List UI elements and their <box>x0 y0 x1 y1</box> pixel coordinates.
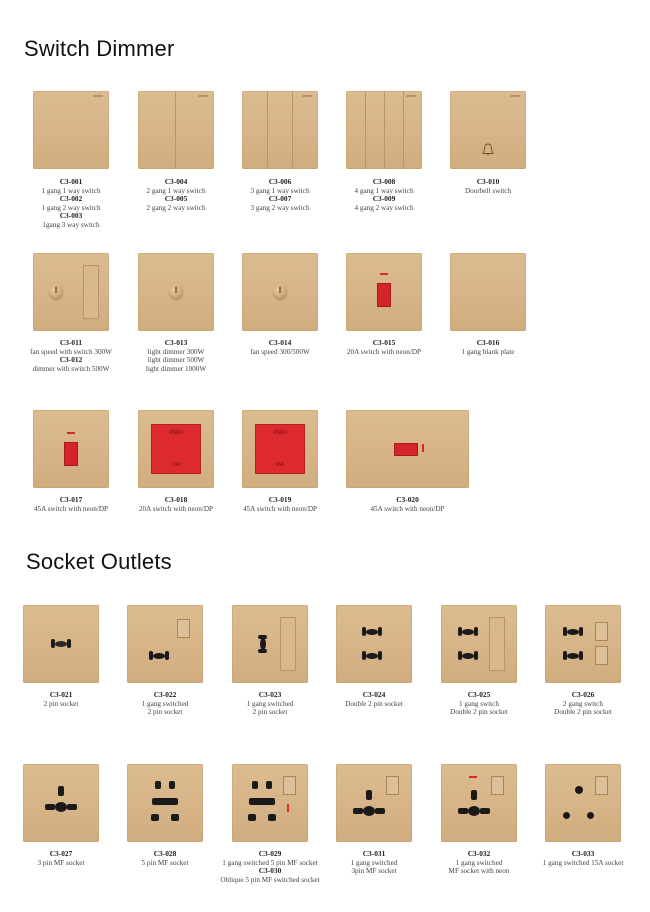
product-caption: C3-018 20A switch with neon/DP <box>138 495 214 513</box>
socket-pin-icon <box>171 814 179 821</box>
rocker-switch <box>83 265 99 319</box>
product-caption: C3-022 1 gang switched 2 pin socket <box>141 690 189 717</box>
doorbell-plate <box>450 91 526 169</box>
product-caption: C3-028 5 pin MF socket <box>141 849 189 867</box>
socket-pin-icon <box>474 627 478 636</box>
neon-indicator <box>469 776 477 778</box>
socket-pin-icon <box>268 814 276 821</box>
brand-mark <box>198 95 208 97</box>
socket-pin-icon <box>458 808 468 814</box>
45a-switch-plate <box>33 410 109 488</box>
brand-mark <box>510 95 520 97</box>
switched-15a-socket-plate <box>545 764 621 842</box>
socket-pin-icon <box>366 629 378 635</box>
socket-pin-icon <box>58 786 64 796</box>
socket-pin-icon <box>474 651 478 660</box>
product-caption: C3-019 45A switch with neon/DP <box>242 495 318 513</box>
product-caption: C3-006 3 gang 1 way switch C3-007 3 gang 2 way switch <box>250 177 310 212</box>
switched-2-pin-socket-plate <box>232 605 308 683</box>
socket-switch <box>491 776 504 795</box>
rocker-switch <box>489 617 505 671</box>
product-caption: C3-033 1 gang switched 15A socket <box>542 849 624 867</box>
product-caption: C3-013 light dimmer 300W light dimmer 500W light dimmer 1000W <box>145 338 207 373</box>
neon-indicator <box>422 444 424 452</box>
socket-switch <box>595 776 608 795</box>
switched-double-2-pin-socket-plate <box>441 605 517 683</box>
dimmer-knob-icon <box>273 285 287 299</box>
brand-mark <box>93 95 103 97</box>
blank-plate <box>450 253 526 331</box>
socket-pin-icon <box>152 798 178 805</box>
socket-pin-icon <box>353 808 363 814</box>
45a-large-switch-plate <box>242 410 318 488</box>
socket-pin-icon <box>266 781 272 789</box>
socket-pin-icon <box>563 812 570 819</box>
socket-pin-icon <box>67 639 71 648</box>
fan-speed-plate <box>242 253 318 331</box>
switched-2-pin-socket-plate <box>127 605 203 683</box>
switch-plate-2-gang <box>138 91 214 169</box>
neon-indicator <box>287 804 289 812</box>
product-caption: C3-004 2 gang 1 way switch C3-005 2 gang 2 way switch <box>146 177 206 212</box>
panel-top-label: 45000 <box>273 430 287 436</box>
panel-top-label: 45000 <box>169 430 183 436</box>
dimmer-knob-icon <box>49 285 63 299</box>
product-caption: C3-025 1 gang switch Double 2 pin socket <box>450 690 508 717</box>
product-caption: C3-017 45A switch with neon/DP <box>33 495 109 513</box>
socket-pin-icon <box>378 651 382 660</box>
bell-icon <box>482 143 494 157</box>
red-rocker-switch <box>377 283 391 307</box>
socket-switch <box>595 622 608 641</box>
2-gang-switched-double-socket-plate <box>545 605 621 683</box>
switch-plate-3-gang <box>242 91 318 169</box>
socket-pin-icon <box>67 804 77 810</box>
socket-pin-icon <box>155 781 161 789</box>
rocker-switch <box>280 617 296 671</box>
product-caption: C3-021 2 pin socket <box>43 690 79 708</box>
socket-pin-icon <box>471 790 477 800</box>
section-title-socket-outlets: Socket Outlets <box>26 549 172 574</box>
20a-switch-plate <box>346 253 422 331</box>
product-caption: C3-011 fan speed with switch 300W C3-012 dimmer with switch 500W <box>30 338 112 373</box>
socket-switch <box>386 776 399 795</box>
product-caption: C3-008 4 gang 1 way switch C3-009 4 gang 2 way switch <box>354 177 414 212</box>
red-switch-panel <box>151 424 201 474</box>
product-caption: C3-031 1 gang switched 3pin MF socket <box>350 849 398 876</box>
socket-pin-icon <box>248 814 256 821</box>
socket-pin-icon <box>260 638 266 650</box>
product-caption: C3-024 Double 2 pin socket <box>345 690 403 708</box>
socket-pin-icon <box>153 653 165 659</box>
socket-pin-icon <box>55 802 67 812</box>
socket-pin-icon <box>378 627 382 636</box>
socket-switch <box>177 619 190 638</box>
panel-rating-label: 20A <box>171 462 181 468</box>
socket-pin-icon <box>480 808 490 814</box>
product-caption: C3-032 1 gang switched MF socket with neon <box>448 849 510 876</box>
gang-divider <box>365 91 366 169</box>
gang-divider <box>267 91 268 169</box>
neon-indicator <box>67 432 75 434</box>
red-rocker-switch <box>64 442 78 466</box>
product-caption: C3-010 Doorbell switch <box>464 177 512 195</box>
red-switch-panel <box>255 424 305 474</box>
product-caption: C3-026 2 gang switch Double 2 pin socket <box>554 690 612 717</box>
socket-pin-icon <box>249 798 275 805</box>
socket-pin-icon <box>575 786 583 794</box>
product-caption: C3-001 1 gang 1 way switch C3-002 1 gang 2 way switch C3-003 1gang 3 way switch <box>41 177 101 229</box>
socket-pin-icon <box>366 653 378 659</box>
socket-pin-icon <box>567 653 579 659</box>
socket-switch <box>283 776 296 795</box>
section-title-switch-dimmer: Switch Dimmer <box>24 36 175 61</box>
socket-pin-icon <box>468 806 480 816</box>
product-caption: C3-015 20A switch with neon/DP <box>346 338 422 356</box>
socket-pin-icon <box>462 653 474 659</box>
fan-speed-switch-plate <box>33 253 109 331</box>
socket-pin-icon <box>587 812 594 819</box>
3-pin-mf-socket-plate <box>23 764 99 842</box>
socket-pin-icon <box>366 790 372 800</box>
20a-large-switch-plate <box>138 410 214 488</box>
socket-pin-icon <box>151 814 159 821</box>
5-pin-mf-socket-plate <box>127 764 203 842</box>
socket-pin-icon <box>363 806 375 816</box>
neon-indicator <box>380 273 388 275</box>
product-caption: C3-027 3 pin MF socket <box>37 849 85 867</box>
product-caption: C3-029 1 gang switched 5 pin MF socket C3-030 Oblique 5 pin MF switched socket <box>220 849 320 884</box>
double-2-pin-socket-plate <box>336 605 412 683</box>
switch-plate-1-gang <box>33 91 109 169</box>
socket-pin-icon <box>579 651 583 660</box>
socket-pin-icon <box>45 804 55 810</box>
socket-pin-icon <box>165 651 169 660</box>
product-caption: C3-020 45A switch with neon/DP <box>370 495 445 513</box>
socket-switch <box>595 646 608 665</box>
product-caption: C3-023 1 gang switched 2 pin socket <box>246 690 294 717</box>
product-caption: C3-016 1 gang blank plate <box>461 338 515 356</box>
switched-5-pin-mf-socket-plate <box>232 764 308 842</box>
red-rocker-switch <box>394 443 418 456</box>
45a-horizontal-switch-plate <box>346 410 469 488</box>
brand-mark <box>302 95 312 97</box>
socket-pin-icon <box>375 808 385 814</box>
dimmer-plate <box>138 253 214 331</box>
socket-pin-icon <box>567 629 579 635</box>
switched-mf-socket-neon-plate <box>441 764 517 842</box>
switch-plate-4-gang <box>346 91 422 169</box>
gang-divider <box>403 91 404 169</box>
socket-pin-icon <box>462 629 474 635</box>
socket-pin-icon <box>252 781 258 789</box>
brand-mark <box>406 95 416 97</box>
socket-pin-icon <box>169 781 175 789</box>
product-caption: C3-014 fan speed 300/500W <box>250 338 310 356</box>
socket-pin-icon <box>579 627 583 636</box>
2-pin-socket-plate <box>23 605 99 683</box>
dimmer-knob-icon <box>169 285 183 299</box>
switched-3-pin-mf-socket-plate <box>336 764 412 842</box>
gang-divider <box>175 91 176 169</box>
gang-divider <box>292 91 293 169</box>
panel-rating-label: 45A <box>275 462 285 468</box>
socket-pin-icon <box>55 641 67 647</box>
gang-divider <box>384 91 385 169</box>
